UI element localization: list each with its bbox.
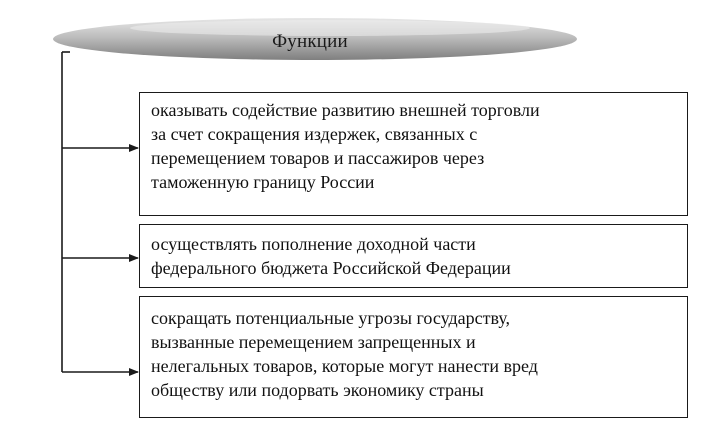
function-text-line: осуществлять пополнение доходной части [151, 234, 476, 254]
function-text-line: федерального бюджета Российской Федерации [151, 258, 511, 278]
function-text-line: обществу или подорвать экономику страны [151, 380, 484, 400]
function-text-line: сокращать потенциальные угрозы государству, [151, 308, 511, 328]
function-text-line: оказывать содействие развитию внешней торговли [151, 100, 540, 120]
header-title: Функции [272, 31, 348, 52]
function-text-line: перемещением товаров и пассажиров через [151, 148, 485, 168]
function-box-trade [139, 92, 688, 216]
function-box-security [139, 296, 688, 418]
function-text-line: нелегальных товаров, которые могут нанести вред [151, 356, 538, 376]
function-text-line: таможенную границу России [151, 172, 375, 192]
function-text-line: за счет сокращения издержек, связанных с [151, 124, 478, 144]
function-box-budget [139, 224, 688, 288]
function-text-line: вызванные перемещением запрещенных и [151, 332, 476, 352]
